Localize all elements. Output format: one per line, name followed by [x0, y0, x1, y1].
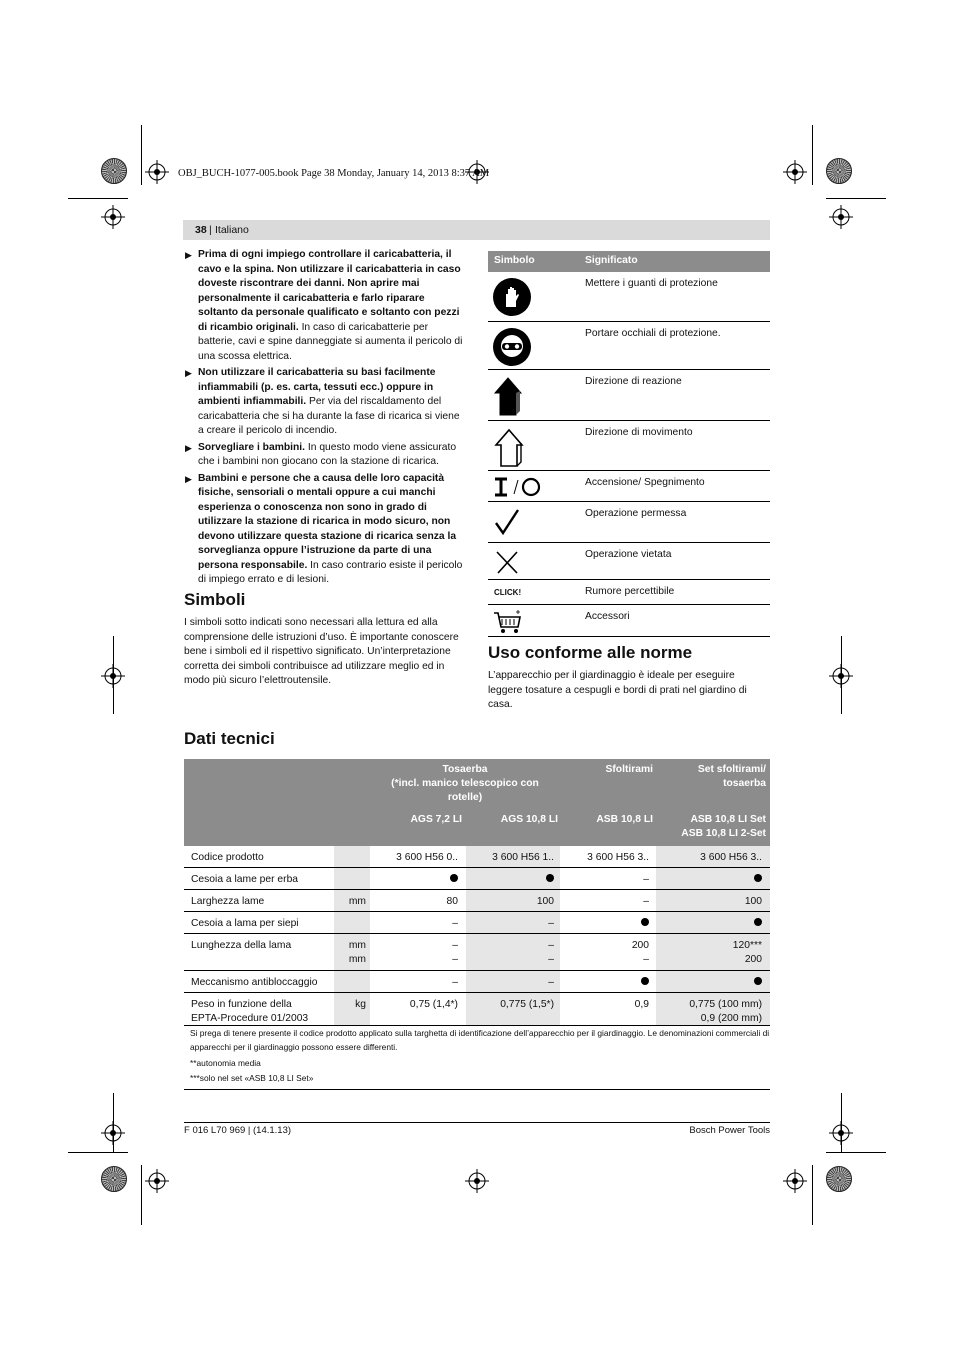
crop-line — [141, 125, 142, 185]
table-note: Si prega di tenere presente il codice prodotto applicato sulla targhetta di identificazione dell’apparecchio per il giardinaggio. Le denominazioni commerciali di apparecchi per il giardinaggio possono essere differenti. — [190, 1028, 770, 1052]
cell-shade — [334, 912, 370, 933]
row-value: 80 — [446, 896, 458, 907]
on-off-icon — [492, 476, 544, 498]
crop-line — [812, 125, 813, 185]
row-value: – — [452, 977, 458, 988]
row-label: Codice prodotto — [191, 852, 264, 863]
table-note: ***solo nel set «ASB 10,8 LI Set» — [190, 1073, 314, 1083]
row-value — [560, 917, 649, 931]
registration-mark-icon — [783, 160, 807, 184]
row-value: – — [548, 918, 554, 929]
row-value: 0,775 (1,5*) — [500, 999, 554, 1010]
safety-bullet: ▶ Bambini e persone che a causa delle loro capacità fisiche, sensoriali o mentali oppure a cui manchi esperienza o conoscenza non sono in grado di utilizzare la stazione di ricarica in modo sicuro, non devono utilizzare questa stazione di ricarica senza la sorveglianza oppure l’istruzione da parte di una persona responsabile. In caso contrario esiste il pericolo di impiego errato e di lesioni. — [185, 472, 463, 585]
group-sfoltirami: Sfoltirami — [605, 764, 653, 775]
table-row — [184, 912, 770, 934]
row-value: – – — [452, 940, 458, 965]
cross-icon — [492, 548, 522, 576]
row-value: 100 — [536, 896, 554, 907]
symbol-row — [488, 421, 770, 471]
crop-line — [841, 636, 842, 714]
color-rosette-top-right — [826, 158, 852, 184]
group-tosaerba: Tosaerba (*incl. manico telescopico con rotelle) — [391, 764, 539, 803]
row-value — [656, 917, 762, 931]
row-value: 3 600 H56 0.. — [396, 852, 458, 863]
row-label: Cesoia a lama per siepi — [191, 918, 299, 929]
registration-mark-icon — [465, 1169, 489, 1193]
registration-mark-icon — [783, 1169, 807, 1193]
row-value: – – — [548, 940, 554, 965]
symbols-table — [488, 251, 770, 637]
cell-shade — [334, 971, 370, 992]
click-label: CLICK! — [494, 588, 522, 597]
symbol-row — [488, 272, 770, 322]
dati-tecnici-heading: Dati tecnici — [184, 729, 275, 748]
model-name: ASB 10,8 LI — [596, 814, 653, 825]
header-language: Italiano — [215, 224, 249, 236]
color-rosette-bottom-left — [101, 1166, 127, 1192]
symbol-row — [488, 543, 770, 580]
footer-left: F 016 L70 969 | (14.1.13) — [184, 1125, 292, 1136]
table-bottom-rule — [184, 1089, 770, 1090]
bullet-arrow-icon: ▶ — [185, 442, 192, 453]
registration-mark-icon — [145, 160, 169, 184]
crop-line — [812, 1165, 813, 1225]
table-row — [184, 890, 770, 912]
table-row — [184, 934, 770, 971]
table-header — [184, 759, 770, 846]
row-value — [656, 873, 762, 887]
symbol-meaning: Direzione di reazione — [585, 376, 682, 387]
crop-line — [141, 1165, 142, 1225]
symbol-meaning: Accessori — [585, 611, 630, 622]
safety-bullet: ▶ Sorvegliare i bambini. In questo modo viene assicurato che i bambini non giocano con la stazione di ricarica. — [185, 441, 457, 467]
crop-line — [113, 636, 114, 714]
symbol-row — [488, 322, 770, 370]
row-value — [370, 873, 458, 887]
symbol-row — [488, 502, 770, 543]
col-symbol: Simbolo — [494, 255, 535, 266]
row-unit: kg — [355, 999, 366, 1010]
symbol-row — [488, 370, 770, 421]
table-note: **autonomia media — [190, 1058, 261, 1068]
row-value: – — [643, 874, 649, 885]
filled-dot-icon — [450, 874, 458, 882]
filled-dot-icon — [754, 977, 762, 985]
footer-rule — [184, 1122, 770, 1123]
uso-heading: Uso conforme alle norme — [488, 643, 693, 662]
model-name: AGS 10,8 LI — [500, 814, 558, 825]
row-label: Peso in funzione della EPTA-Procedure 01/2003 — [191, 999, 309, 1024]
group-set: Set sfoltirami/ tosaerba — [697, 764, 766, 789]
footer-right: Bosch Power Tools — [689, 1125, 770, 1136]
table-row — [184, 846, 770, 868]
filled-dot-icon — [546, 874, 554, 882]
row-value — [466, 873, 554, 887]
registration-mark-icon — [829, 205, 853, 229]
row-label: Larghezza lame — [191, 896, 265, 907]
uso-text: L’apparecchio per il giardinaggio è ideale per eseguire leggere tosature a cespugli e bordi di prati nel giardino di casa. — [488, 670, 747, 710]
row-label: Cesoia a lame per erba — [191, 874, 299, 885]
row-value — [656, 976, 762, 990]
reaction-arrow-icon — [492, 375, 528, 417]
symbols-table-header — [488, 251, 770, 272]
filled-dot-icon — [754, 918, 762, 926]
filled-dot-icon — [754, 874, 762, 882]
filled-dot-icon — [641, 977, 649, 985]
row-value — [560, 976, 649, 990]
symbol-row — [488, 605, 770, 637]
page-header — [183, 220, 770, 240]
symbol-meaning: Rumore percettibile — [585, 586, 675, 597]
symbol-meaning: Mettere i guanti di protezione — [585, 278, 718, 289]
symbol-meaning: Operazione permessa — [585, 508, 687, 519]
row-value: 3 600 H56 3.. — [700, 852, 762, 863]
row-value: 3 600 H56 1.. — [492, 852, 554, 863]
row-value: – — [548, 977, 554, 988]
registration-mark-icon — [101, 205, 125, 229]
row-value: 200 – — [631, 940, 649, 965]
crop-line — [826, 1152, 886, 1153]
color-rosette-top-left — [101, 158, 127, 184]
symbol-row — [488, 580, 770, 605]
symbol-meaning: Operazione vietata — [585, 549, 672, 560]
crop-line — [68, 198, 128, 199]
cart-icon — [492, 610, 524, 636]
table-row — [184, 971, 770, 993]
safety-bullet: ▶ Prima di ogni impiego controllare il caricabatteria, il cavo e la spina. Non utilizzare il caricabatteria in caso doveste riscontrare dei danni. Non aprire mai personalmente il caricabatteria e farlo riparare soltanto da personale qualificato e soltanto con pezzi di ricambio originali. In caso di caricabatterie per batterie, cavi e spine danneggiate si aumenta il pericolo di una scossa elettrica. — [185, 249, 463, 362]
row-value: – — [452, 918, 458, 929]
movement-arrow-icon — [492, 426, 528, 468]
cell-shade — [334, 868, 370, 889]
bullet-arrow-icon: ▶ — [185, 473, 192, 484]
symbol-row — [488, 471, 770, 502]
row-unit: mm — [348, 896, 366, 907]
symbol-meaning: Portare occhiali di protezione. — [585, 328, 721, 339]
registration-mark-icon — [145, 1169, 169, 1193]
crop-line — [826, 198, 886, 199]
row-value: 0,775 (100 mm) 0,9 (200 mm) — [689, 999, 762, 1024]
symbol-meaning: Accensione/ Spegnimento — [585, 477, 705, 488]
crop-line — [841, 1093, 842, 1153]
cell-shade — [334, 846, 370, 867]
row-unit: mm mm — [348, 940, 366, 965]
symbol-meaning: Direzione di movimento — [585, 427, 693, 438]
safety-bullet: ▶ Non utilizzare il caricabatteria su basi facilmente infiammabili (p. es. carta, tessuti ecc.) oppure in ambienti infiammabili. Per via del riscaldamento del caricabatteria che si ha durante la fase di ricarica si viene a creare il pericolo di incendio. — [185, 367, 460, 436]
row-value: – — [643, 896, 649, 907]
bullet-arrow-icon: ▶ — [185, 250, 192, 260]
row-value: 120*** 200 — [732, 940, 762, 965]
model-name: ASB 10,8 LI Set ASB 10,8 LI 2-Set — [681, 814, 766, 839]
bullet-arrow-icon: ▶ — [185, 368, 192, 378]
page-number: 38 — [195, 224, 207, 236]
col-meaning: Significato — [585, 255, 638, 266]
simboli-text: I simboli sotto indicati sono necessari alla lettura ed alla comprensione delle istruzioni d’uso. È importante conoscere bene i simboli ed il rispettivo significato. Un’interpretazione corretta dei simboli contribuisce ad utilizzare meglio ed in modo più sicuro l’elettroutensile. — [184, 617, 459, 686]
row-label: Meccanismo antibloccaggio — [191, 977, 318, 988]
model-name: AGS 7,2 LI — [410, 814, 462, 825]
book-info: OBJ_BUCH-1077-005.book Page 38 Monday, January 14, 2013 8:37 AM — [178, 168, 490, 179]
row-value: 100 — [744, 896, 762, 907]
header-separator: | — [209, 224, 212, 236]
crop-line — [68, 1152, 128, 1153]
row-value: 0,75 (1,4*) — [409, 999, 458, 1010]
check-icon — [492, 507, 522, 537]
filled-dot-icon — [641, 918, 649, 926]
crop-line — [113, 1093, 114, 1153]
gloves-icon — [492, 277, 532, 317]
table-row — [184, 993, 770, 1026]
table-row — [184, 868, 770, 890]
row-value: 3 600 H56 3.. — [587, 852, 649, 863]
simboli-heading: Simboli — [184, 590, 246, 609]
row-value: 0,9 — [634, 999, 649, 1010]
row-label: Lunghezza della lama — [191, 940, 292, 951]
table-rule — [184, 846, 770, 847]
goggles-icon — [492, 327, 532, 367]
color-rosette-bottom-right — [826, 1166, 852, 1192]
left-column — [184, 248, 466, 590]
